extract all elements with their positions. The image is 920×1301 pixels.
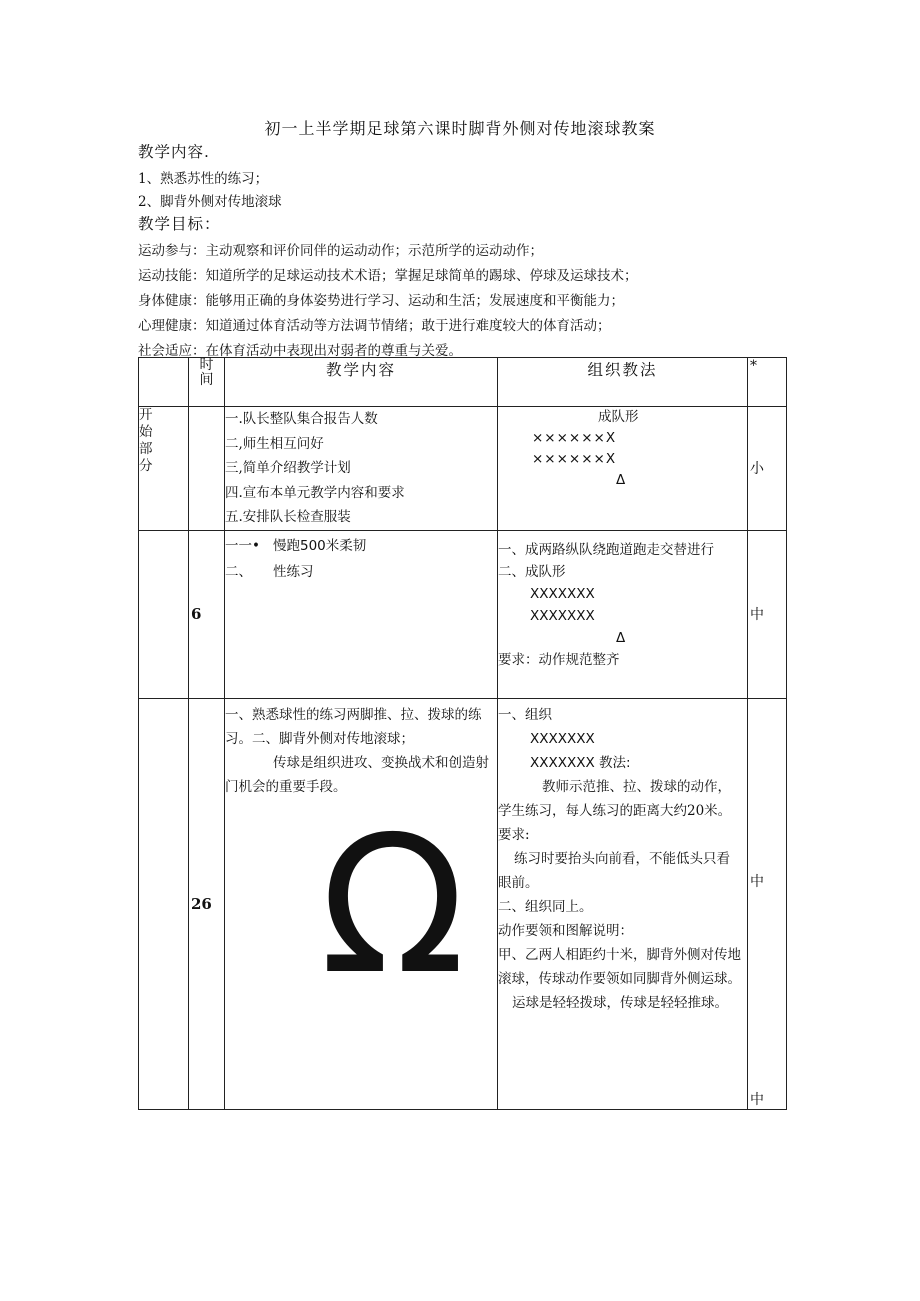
method-requirement: 要求:: [498, 826, 530, 843]
table-row: [139, 698, 787, 1110]
content-heading: 教学内容.: [138, 143, 210, 161]
formation-row: ××××××X: [532, 451, 617, 467]
table-row: [139, 407, 787, 531]
method-paragraph: 练习时要抬头向前看，不能低头只看眼前。: [498, 850, 730, 891]
content-paragraph: 一、熟悉球性的练习两脚推、拉、拨球的练习。二、脚背外侧对传地滚球；: [225, 706, 482, 747]
header-method: 组织教法: [498, 358, 748, 407]
lesson-plan-table: [138, 357, 787, 1110]
list-number: 二、: [225, 563, 252, 580]
content-line: 三,简单介绍教学计划: [225, 460, 351, 476]
section-char: 开: [139, 407, 153, 423]
header-section-cell: [139, 358, 189, 407]
content-cell: [225, 530, 498, 698]
content-line: 一.队长整队集合报告人数: [225, 411, 378, 427]
content-item: 1、熟悉苏性的练习；: [138, 171, 269, 187]
intensity-level-cell: [748, 698, 787, 1110]
content-paragraph: 传球是组织进攻、变换战术和创造射门机会的重要手段。: [225, 754, 489, 795]
teacher-triangle: Δ: [616, 629, 626, 646]
section-label: [139, 698, 189, 1110]
goal-item: 运动技能：知道所学的足球运动技术术语；掌握足球简单的踢球、停球及运球技术；: [138, 268, 638, 284]
goals-heading: 教学目标：: [138, 215, 221, 233]
formation-row: XXXXXXX: [530, 585, 595, 602]
header-mark: *: [748, 358, 787, 407]
teacher-triangle: Δ: [616, 472, 626, 488]
time-cell: 6: [189, 530, 225, 698]
content-line: 四.宣布本单元教学内容和要求: [225, 484, 405, 501]
method-cell: [498, 407, 748, 531]
method-line: 二、组织同上。: [498, 898, 593, 915]
formation-row: XXXXXXX: [530, 607, 595, 624]
header-time: [189, 358, 225, 407]
header-time-char: 间: [199, 372, 214, 388]
list-number: 一一•: [225, 537, 260, 554]
goal-item: 心理健康：知道通过体育活动等方法调节情绪；敢于进行难度较大的体育活动；: [138, 318, 611, 334]
method-requirement: 要求：动作规范整齐: [498, 651, 620, 668]
section-label: [139, 407, 189, 531]
content-line: 慢跑500米柔韧: [273, 537, 367, 554]
section-char: 分: [139, 458, 153, 474]
content-line: 性练习: [273, 563, 314, 580]
section-label: [139, 530, 189, 698]
omega-symbol: Ω: [320, 794, 466, 1016]
intensity-level: 中: [748, 530, 787, 698]
content-line: 二,师生相互问好: [225, 435, 324, 452]
header-time-char: 时: [199, 357, 214, 373]
method-cell: [498, 698, 748, 1110]
goal-item: 社会适应：在体育活动中表现出对弱者的尊重与关爱。: [138, 343, 462, 359]
time-cell: 26: [189, 698, 225, 1110]
method-line: 一、组织: [498, 706, 552, 723]
table-header-row: [139, 358, 787, 407]
content-line: 五.安排队长检查服装: [225, 509, 351, 525]
method-line: 动作要领和图解说明：: [498, 922, 633, 939]
content-cell: [225, 698, 498, 1110]
method-line: 一、成两路纵队绕跑道跑走交替进行: [498, 541, 714, 558]
formation-row: XXXXXXX 教法:: [530, 754, 631, 771]
content-cell: [225, 407, 498, 531]
section-char: 始: [139, 424, 153, 440]
method-paragraph: 甲、乙两人相距约十米，脚背外侧对传地滚球，传球动作要领如同脚背外侧运球。: [498, 946, 741, 987]
section-char: 部: [139, 441, 153, 457]
time-cell: [189, 407, 225, 531]
method-cell: [498, 530, 748, 698]
intensity-level: 中: [750, 1091, 764, 1108]
formation-row: ××××××X: [532, 430, 617, 446]
intensity-level: 中: [750, 873, 764, 890]
goal-item: 身体健康：能够用正确的身体姿势进行学习、运动和生活；发展速度和平衡能力；: [138, 293, 624, 309]
document-title: 初一上半学期足球第六课时脚背外侧对传地滚球教案: [264, 119, 656, 138]
formation-row: XXXXXXX: [530, 730, 595, 747]
table-row: [139, 530, 787, 698]
method-paragraph: 运球是轻轻拨球，传球是轻轻推球。: [512, 994, 728, 1011]
method-line: 二、成队形: [498, 563, 566, 580]
formation-title: 成队形: [598, 409, 639, 425]
goal-item: 运动参与：主动观察和评价同伴的运动动作；示范所学的运动动作；: [138, 243, 543, 259]
content-item: 2、脚背外侧对传地滚球: [138, 194, 282, 210]
method-paragraph: 教师示范推、拉、拨球的动作，学生练习，每人练习的距离大约20米。: [498, 778, 732, 819]
intensity-level: 小: [748, 407, 787, 531]
header-content: 教学内容: [225, 358, 498, 407]
